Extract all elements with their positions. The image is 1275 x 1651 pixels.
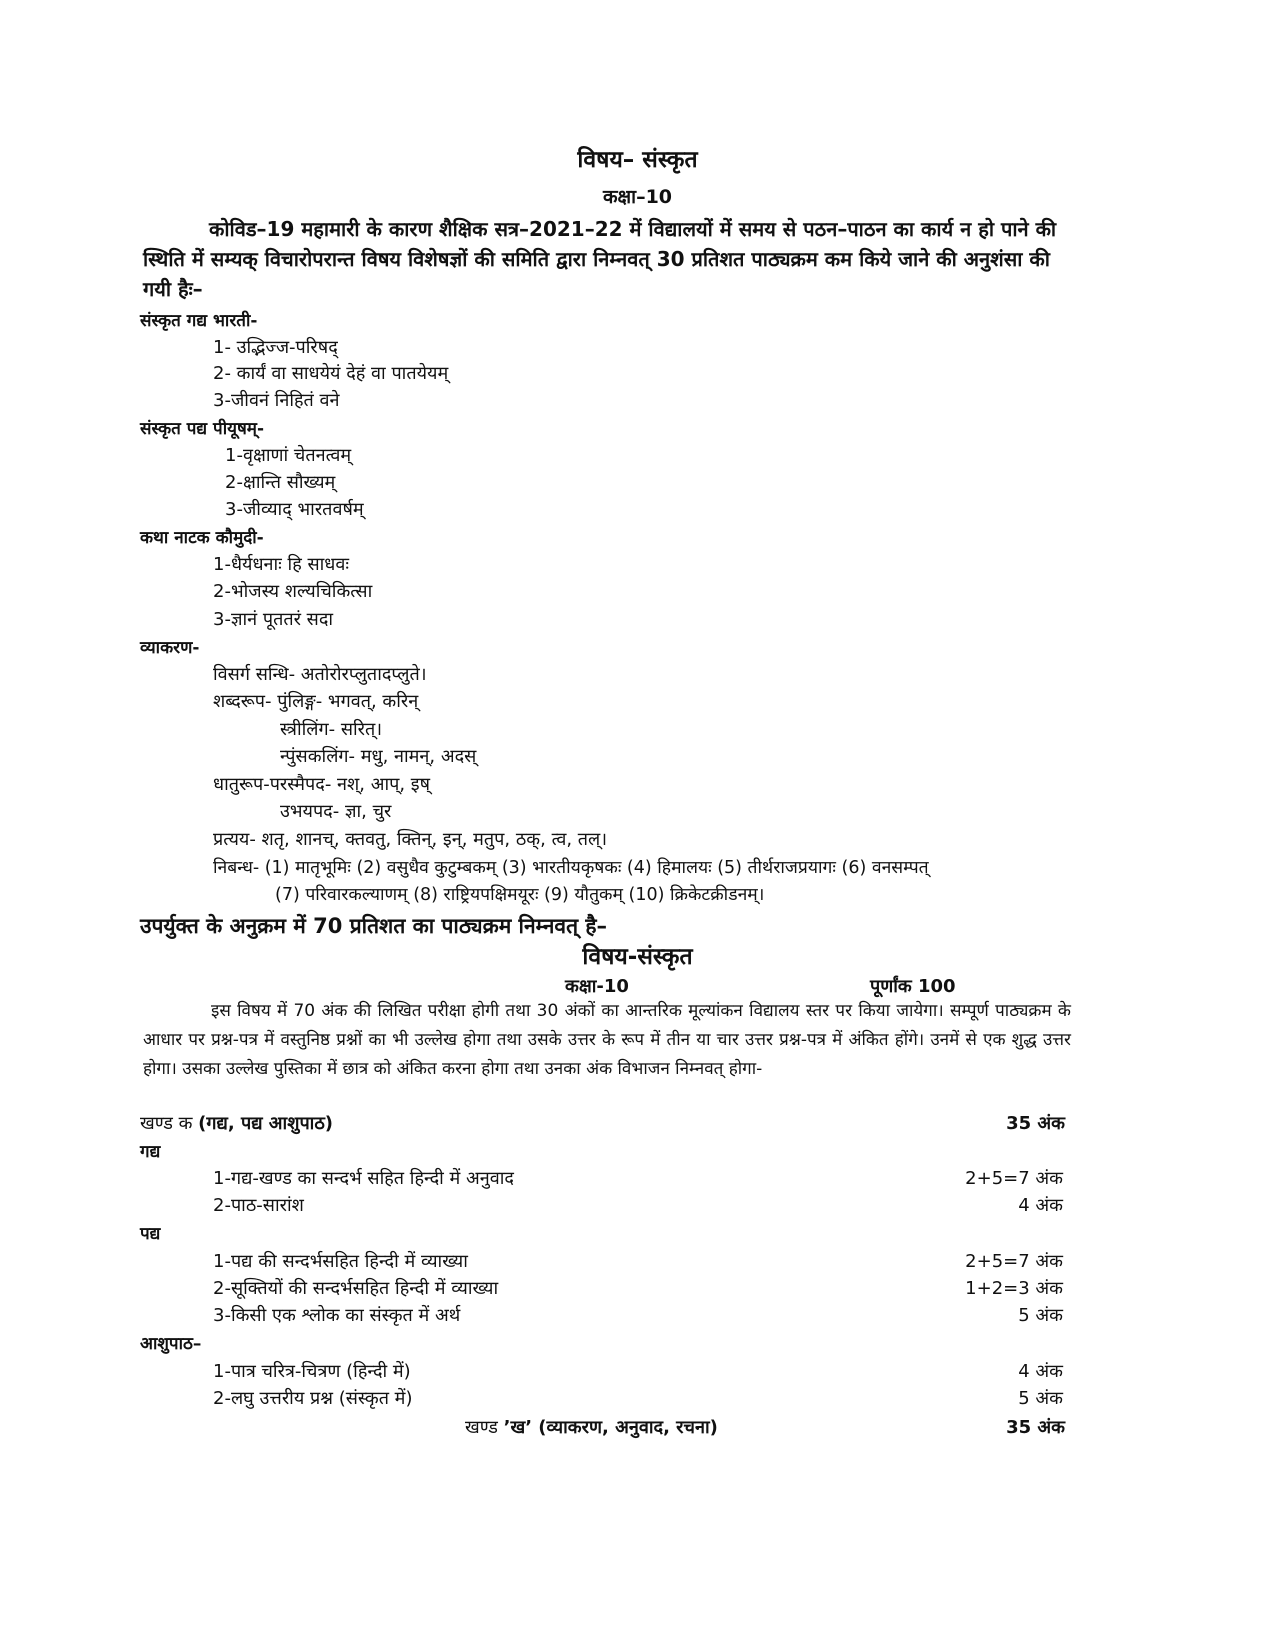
padya-heading: पद्य — [140, 1224, 161, 1244]
section-heading-katha-natak: कथा नाटक कौमुदी- — [140, 528, 264, 548]
intro-paragraph: कोविड–19 महामारी के कारण शैक्षिक सत्र–2021–22 में विद्यालयों में समय से पठन–पाठन का कार्य न हो पाने की स्थिति में सम्यक् विचारोपरान्त विषय विशेषज्ञों की समिति द्वारा निम्नवत् 30 प्रतिशत पाठ्यक्रम कम किये जाने की अनुशंसा की गयी हैः– — [143, 217, 1057, 301]
table-row: 2-लघु उत्तरीय प्रश्न (संस्कृत में) — [213, 1388, 413, 1409]
list-item: 2- कार्यं वा साधयेयं देहं वा पातयेयम् — [213, 363, 449, 384]
grammar-nibandh-line1: निबन्ध- (1) मातृभूमिः (2) वसुधैव कुटुम्बकम् (3) भारतीयकृषकः (4) हिमालयः (5) तीर्थराजप्रयागः (6) वनसम्पत् — [213, 858, 929, 878]
full-marks-label: पूर्णांक 100 — [870, 976, 956, 997]
khand-k-label: खण्ड क — [140, 1113, 199, 1134]
khand-kh-marks: 35 अंक — [1006, 1417, 1065, 1438]
grammar-nibandh-line2: (7) परिवारकल्याणम् (8) राष्ट्रियपक्षिमयूरः (9) यौतुकम् (10) क्रिकेटक्रीडनम्। — [275, 885, 765, 905]
row-marks: 5 अंक — [1018, 1305, 1063, 1326]
row-marks: 1+2=3 अंक — [965, 1278, 1063, 1299]
grammar-shabdrup-striling: स्त्रीलिंग- सरित्। — [280, 719, 383, 740]
khand-k-label-bold: (गद्य, पद्य आशुपाठ) — [198, 1113, 334, 1134]
list-item: 1- उद्भिज्ज-परिषद् — [213, 337, 338, 358]
class-label-2: कक्षा-10 — [565, 976, 629, 997]
list-item: 1-धैर्यधनाः हि साधवः — [213, 554, 350, 575]
grammar-shabdrup-pulling: शब्दरूप- पुंलिङ्ग- भगवत्, करिन् — [213, 691, 419, 712]
grammar-pratyay: प्रत्यय- शतृ, शानच्, क्तवतु, क्तिन्, इन्, मतुप, ठक्, त्व, तल्। — [213, 829, 608, 850]
grammar-visarga: विसर्ग सन्धि- अतोरोरप्लुतादप्लुते। — [213, 664, 427, 685]
khand-k-heading — [140, 1112, 333, 1136]
list-item: 1-वृक्षाणां चेतनत्वम् — [225, 445, 352, 466]
section-heading-gadya-bharati: संस्कृत गद्य भारती- — [140, 311, 258, 331]
grammar-dhaturup-parasmaipad: धातुरूप-परस्मैपद- नश्, आप्, इष् — [213, 774, 431, 795]
gadya-heading: गद्य — [140, 1142, 161, 1162]
section-heading-vyakaran: व्याकरण- — [140, 638, 200, 658]
khand-kh-label-bold: ’ख’ (व्याकरण, अनुवाद, रचना) — [503, 1417, 718, 1438]
table-row: 2-पाठ-सारांश — [213, 1195, 304, 1216]
list-item: 3-ज्ञानं पूततरं सदा — [213, 609, 334, 630]
row-marks: 2+5=7 अंक — [965, 1251, 1063, 1272]
grammar-dhaturup-ubhaypad: उभयपद- ज्ञा, चुर — [280, 801, 392, 822]
khand-kh-label: खण्ड — [465, 1417, 504, 1438]
row-marks: 5 अंक — [1018, 1388, 1063, 1409]
ashupath-heading: आशुपाठ– — [140, 1334, 202, 1354]
class-label: कक्षा–10 — [602, 186, 673, 208]
exam-paragraph: इस विषय में 70 अंक की लिखित परीक्षा होगी तथा 30 अंकों का आन्तरिक मूल्यांकन विद्यालय स्तर पर किया जायेगा। सम्पूर्ण पाठ्यक्रम के आधार पर प्रश्न-पत्र में वस्तुनिष्ठ प्रश्नों का भी उल्लेख होगा तथा उसके उत्तर के रूप में तीन या चार उत्तर प्रश्न-पत्र में अंकित होंगे। उनमें से एक शुद्ध उत्तर होगा। उसका उल्लेख पुस्तिका में छात्र को अंकित करना होगा तथा उनका अंक विभाजन निम्नवत् होगा- — [143, 1001, 1071, 1079]
subject-title: विषय– संस्कृत — [577, 147, 698, 173]
table-row: 2-सूक्तियों की सन्दर्भसहित हिन्दी में व्याख्या — [213, 1278, 499, 1299]
row-marks: 4 अंक — [1018, 1361, 1063, 1382]
list-item: 2-भोजस्य शल्यचिकित्सा — [213, 581, 373, 602]
subject-title-2: विषय-संस्कृत — [582, 944, 693, 970]
list-item: 3-जीवनं निहितं वने — [213, 390, 340, 411]
row-marks: 2+5=7 अंक — [965, 1168, 1063, 1189]
khand-kh-heading — [465, 1416, 718, 1440]
list-item: 2-क्षान्ति सौख्यम् — [225, 472, 336, 493]
section-heading-padya-piyusham: संस्कृत पद्य पीयूषम्- — [140, 419, 265, 439]
grammar-shabdrup-napunsak: न्पुंसकलिंग- मधु, नामन्, अदस् — [280, 746, 477, 767]
row-marks: 4 अंक — [1018, 1195, 1063, 1216]
khand-k-marks: 35 अंक — [1006, 1113, 1065, 1134]
transition-heading: उपर्युक्त के अनुक्रम में 70 प्रतिशत का पाठ्यक्रम निम्नवत् है– — [140, 914, 607, 938]
table-row: 1-पात्र चरित्र-चित्रण (हिन्दी में) — [213, 1361, 411, 1382]
table-row: 1-गद्य-खण्ड का सन्दर्भ सहित हिन्दी में अनुवाद — [213, 1168, 514, 1189]
table-row: 1-पद्य की सन्दर्भसहित हिन्दी में व्याख्या — [213, 1251, 468, 1272]
table-row: 3-किसी एक श्लोक का संस्कृत में अर्थ — [213, 1305, 461, 1326]
list-item: 3-जीव्याद् भारतवर्षम् — [225, 499, 364, 520]
